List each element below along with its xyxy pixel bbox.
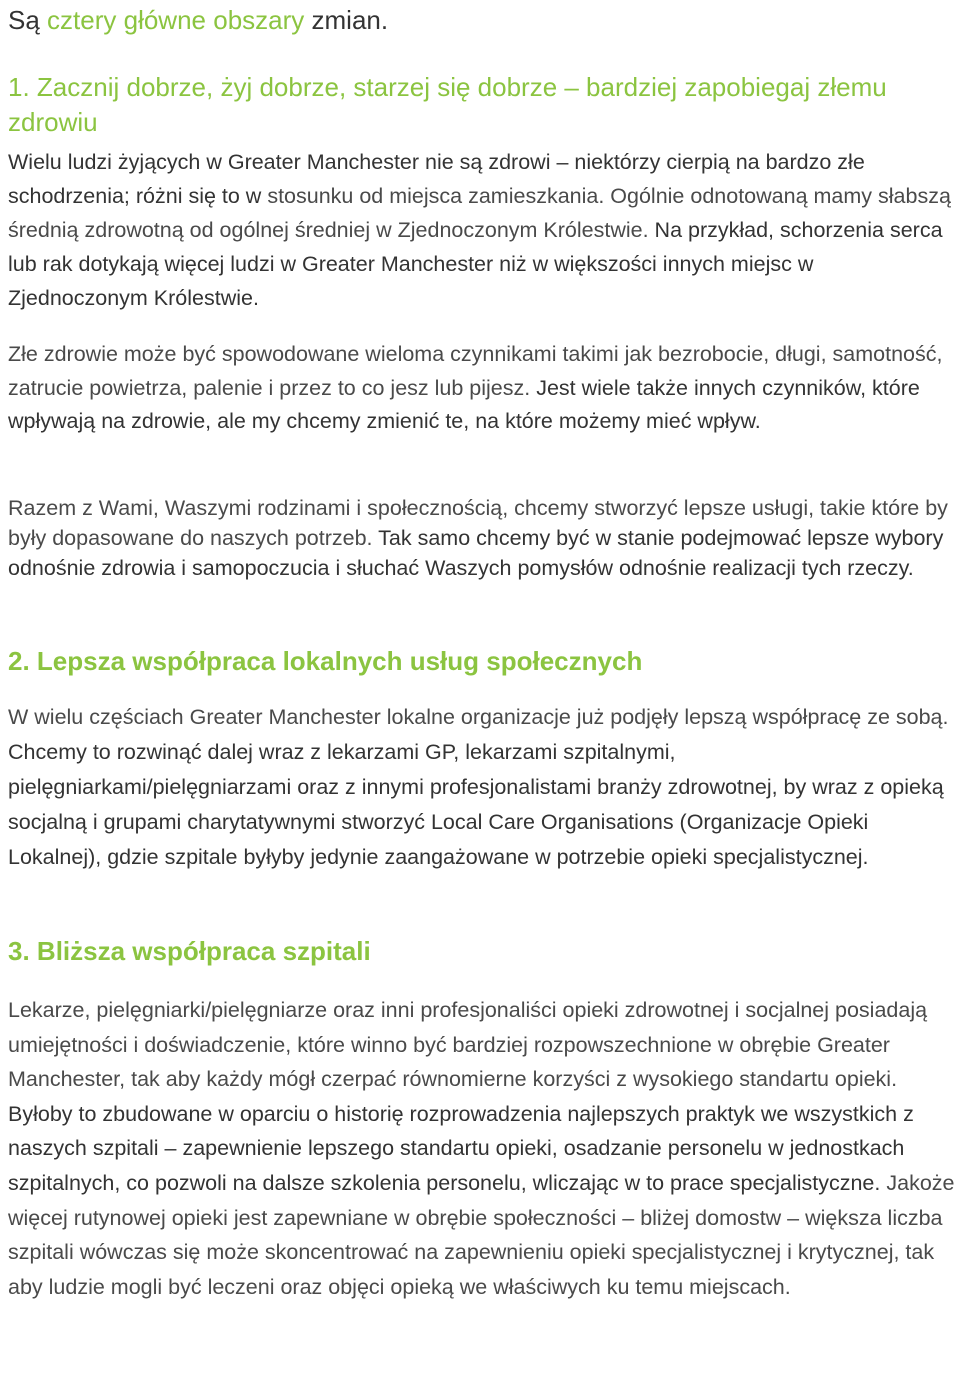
intro-part2: cztery główne obszary [47,5,305,35]
section2-title-text: Lepsza współpraca lokalnych usług społecznych [36,646,643,676]
section3-p1-c: Jakoże więcej rutynowej opieki jest zapewniane w obrębie społeczności – bliżej domostw – większa liczba szpitali wówczas się może skoncentrować na zapewnieniu opieki specjalistycznej i krytycznej, tak aby ludzie mogli być leczeni oraz objęci opieką we właściwych ku temu miejscach. [8,1170,955,1299]
section1-p3-a: Razem z Wami, Waszymi rodzinami i społecznością, chcemy stworzyć lepsze usługi, takie które by były dopasowane do naszych potrzeb. [8,496,948,550]
section3-title-text: Bliższa współpraca szpitali [36,936,371,966]
section3-p1-a: Lekarze, pielęgniarki/pielęgniarze oraz inni profesjonaliści opieki zdrowotnej i socjalnej posiadają umiejętności i doświadczenie, które winno być bardziej rozpowszechnione w obrębie Greater Manchester, tak aby każdy mógł czerpać równomierne korzyści z wysokiego standartu opieki. [8,998,928,1092]
section2-number: 2. [8,646,30,676]
intro-part1: Są [8,5,40,35]
section1-p3-b: Tak samo chcemy być w stanie podejmować lepsze wybory odnośnie zdrowia i samopoczucia i słuchać Waszych pomysłów odnośnie realizacji tych rzeczy. [8,526,944,580]
section2-p1-b: Chcemy to rozwinąć dalej wraz z lekarzami GP, lekarzami szpitalnymi, pielęgniarkami/pielęgniarzami oraz z innymi profesjonalistami branży zdrowotnej, by wraz z opieką socjalną i grupami charytatywnymi stworzyć Local Care Organisations (Organizacje Opieki Lokalnej), gdzie szpitale byłyby jedynie zaangażowane w potrzebie opieki specjalistycznej. [8,740,944,869]
section3-title [8,933,371,969]
section1-paragraph3 [8,493,960,583]
section2-title [8,643,642,679]
section1-p2-a: Złe zdrowie może być spowodowane wieloma czynnikami takimi jak bezrobocie, długi, samotność, zatrucie powietrza, palenie i przez to co jesz lub pijesz. [8,342,943,400]
section2-paragraph1 [8,700,958,875]
section1-p1-c: Na przykład, schorzenia serca lub rak dotykają więcej ludzi w Greater Manchester niż w większości innych miejsc w Zjednoczonym Królestwie. [8,218,943,310]
section3-p1-b: Byłoby to zbudowane w oparciu o historię rozprowadzenia najlepszych praktyk we wszystkich z naszych szpitali – zapewnienie lepszego standartu opieki, osadzanie personelu w jednostkach szpitalnych, co pozwoli na dalsze szkolenia personelu, wliczając w to prace specjalistyczne. [8,1101,914,1195]
section1-paragraph1 [8,145,958,315]
section1-p1-b: stosunku od miejsca zamieszkania. Ogólnie odnotowaną mamy słabszą średnią zdrowotną od ogólnej średniej w Zjednoczonym Królestwie. [8,184,951,242]
intro-part3: zmian. [311,5,389,35]
section1-p2-b: Jest wiele także innych czynników, które wpływają na zdrowie, ale my chcemy zmienić te, na które możemy mieć wpływ. [8,375,920,433]
section3-paragraph1 [8,993,958,1304]
section2-p1-a: W wielu częściach Greater Manchester lokalne organizacje już podjęły lepszą współpracę ze sobą. [8,705,949,729]
section1-title-text: Zacznij dobrze, żyj dobrze, starzej się dobrze – bardziej zapobiegaj złemu zdrowiu [8,72,887,137]
intro-heading [8,2,388,38]
section3-number: 3. [8,936,30,966]
section1-paragraph2 [8,338,958,439]
section1-p1-a: Wielu ludzi żyjących w Greater Manchester nie są zdrowi – niektórzy cierpią na bardzo złe schodrzenia; różni się to w [8,150,865,208]
section1-number: 1. [8,72,30,102]
section1-title [8,70,958,140]
